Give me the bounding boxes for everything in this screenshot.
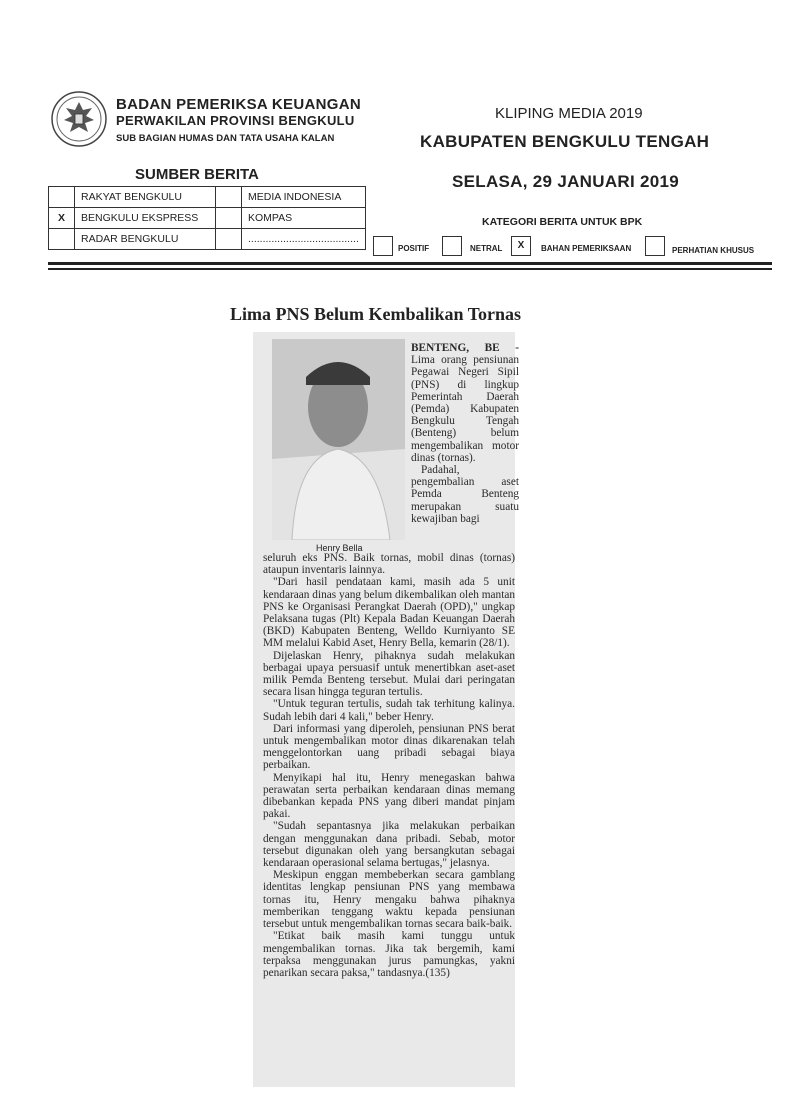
portrait-photo — [272, 339, 405, 540]
source-name: ...................................... — [242, 229, 366, 250]
source-name: RADAR BENGKULU — [75, 229, 216, 250]
category-label: POSITIF — [398, 244, 430, 253]
kategori-title: KATEGORI BERITA UNTUK BPK — [482, 216, 643, 228]
kliping-title: KLIPING MEDIA 2019 — [495, 105, 643, 122]
dateline: BENTENG, BE - — [411, 342, 519, 354]
article-main-column — [263, 552, 515, 979]
source-name: BENGKULU EKSPRESS — [75, 208, 216, 229]
source-row — [49, 229, 366, 250]
source-row — [49, 187, 366, 208]
garuda-emblem-logo — [50, 90, 108, 148]
category-checkbox — [373, 236, 393, 256]
category-label: PERHATIAN KHUSUS — [672, 246, 755, 255]
source-checkbox — [49, 187, 75, 208]
article-paragraph: "Sudah sepantasnya jika melakukan perbaikan dengan menggunakan dana pribadi. Sebab, motor tersebut digunakan oleh yang bersangkutan sebagai kendaraan operasional selama bertugas," jelasnya. — [263, 820, 515, 870]
article-paragraph — [411, 342, 519, 464]
category-checkbox: X — [511, 236, 531, 256]
source-table — [48, 186, 366, 250]
divider-rule — [48, 262, 772, 265]
kabupaten-title: KABUPATEN BENGKULU TENGAH — [420, 132, 710, 151]
source-name: MEDIA INDONESIA — [242, 187, 366, 208]
article-paragraph: seluruh eks PNS. Baik tornas, mobil dinas (tornas) ataupun inventaris lainnya. — [263, 552, 515, 577]
source-name: RAKYAT BENGKULU — [75, 187, 216, 208]
divider-rule — [48, 268, 772, 270]
category-checkbox — [645, 236, 665, 256]
org-line-3: SUB BAGIAN HUMAS DAN TATA USAHA KALAN — [116, 133, 335, 144]
article-paragraph: "Dari hasil pendataan kami, masih ada 5 unit kendaraan dinas yang belum dikembalikan oleh mantan PNS ke Organisasi Perangkat Daerah (OPD)," ungkap Pelaksana tugas (Plt) Kepala Badan Keuangan Daerah (BKD) Kabupaten Benteng, Welldo Kurniyanto SE MM melalui Kabid Aset, Henry Bella, kemarin (28/1). — [263, 576, 515, 650]
category-label: NETRAL — [470, 244, 503, 253]
article-paragraph: Meskipun enggan membeberkan secara gamblang identitas lengkap pensiunan PNS yang membawa tornas itu, Henry mengaku bahwa pihaknya memberikan tenggang waktu kepada pensiunan tersebut untuk mengembalikan tornas secara baik-baik. — [263, 869, 515, 931]
article-paragraph: Dari informasi yang diperoleh, pensiunan PNS berat untuk mengembalikan motor dinas dikarenakan telah menggelontorkan uang pribadi sebagai biaya perbaikan. — [263, 722, 515, 772]
sumber-berita-title: SUMBER BERITA — [135, 166, 259, 183]
source-checkbox: X — [49, 208, 75, 229]
article-paragraph: "Etikat baik masih kami tunggu untuk mengembalikan tornas. Jika tak bergemih, kami terpaksa menggunakan jurus pamungkas, yakni penarikan secara paksa," tandasnya.(135) — [263, 930, 515, 979]
article-paragraph: Menyikapi hal itu, Henry menegaskan bahwa perawatan serta perbaikan kendaraan dinas memang dibebankan kepada PNS yang diberi mandat pinjam pakai. — [263, 771, 515, 821]
org-line-2: PERWAKILAN PROVINSI BENGKULU — [116, 113, 355, 128]
source-checkbox — [216, 208, 242, 229]
article-paragraph: Dijelaskan Henry, pihaknya sudah melakukan berbagai upaya persuasif untuk menertibkan aset-aset milik Pemda Benteng tersebut. Mulai dari peringatan secara lisan hingga teguran tertulis. — [263, 649, 515, 699]
category-label: BAHAN PEMERIKSAAN — [541, 244, 632, 253]
source-checkbox — [216, 187, 242, 208]
article-paragraph: Padahal, pengembalian aset Pemda Benteng merupakan suatu kewajiban bagi — [411, 464, 519, 525]
category-checkbox — [442, 236, 462, 256]
source-row — [49, 208, 366, 229]
org-line-1: BADAN PEMERIKSA KEUANGAN — [116, 96, 361, 113]
source-name: KOMPAS — [242, 208, 366, 229]
article-paragraph: "Untuk teguran tertulis, sudah tak terhitung kalinya. Sudah lebih dari 4 kali," beber Henry. — [263, 698, 515, 723]
photo-caption: Henry Bella — [316, 543, 363, 553]
date-title: SELASA, 29 JANUARI 2019 — [452, 172, 680, 191]
article-headline: Lima PNS Belum Kembalikan Tornas — [230, 304, 522, 324]
source-checkbox — [216, 229, 242, 250]
article-lead-column — [411, 342, 519, 525]
source-checkbox — [49, 229, 75, 250]
lead-text: Lima orang pensiunan Pegawai Negeri Sipil (PNS) di lingkup Pemerintah Daerah (Pemda) Kabupaten Bengkulu Tengah (Benteng) belum mengembalikan motor dinas (tornas). — [411, 354, 519, 464]
